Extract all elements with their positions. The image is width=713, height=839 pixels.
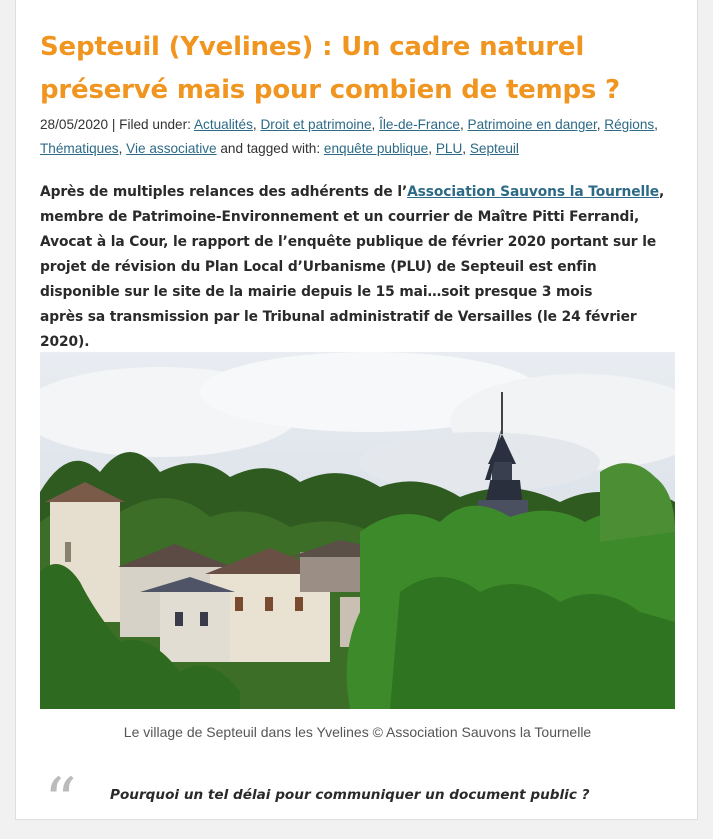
- category-link-regions[interactable]: Régions: [604, 117, 655, 132]
- category-link-actualites[interactable]: Actualités: [193, 117, 253, 132]
- village-photo: [40, 352, 675, 709]
- article-title: Septeuil (Yvelines) : Un cadre naturel préservé mais pour combien de temps ?: [40, 32, 620, 105]
- tag-link-septeuil[interactable]: Septeuil: [469, 141, 519, 156]
- quote-mark-icon: “: [44, 765, 77, 839]
- article-card: [15, 0, 698, 839]
- tagged-label: and tagged with:: [220, 141, 321, 156]
- category-link-droit-patrimoine[interactable]: Droit et patrimoine: [260, 117, 372, 132]
- blockquote-text: Pourquoi un tel délai pour communiquer un document public ?: [110, 787, 590, 803]
- filed-under-label: Filed under:: [119, 117, 191, 132]
- article-meta: 28/05/2020 | Filed under: Actualités, Droit et patrimoine, Île-de-France, Patrimoine en danger, Régions, Thématiques, Vie associative and tagged with: enquête publique, PLU, Septeuil: [40, 117, 658, 156]
- category-link-ile-de-france[interactable]: Île-de-France: [379, 117, 460, 132]
- tag-link-plu[interactable]: PLU: [435, 141, 463, 156]
- category-link-thematiques[interactable]: Thématiques: [40, 141, 119, 156]
- post-date: 28/05/2020: [40, 117, 109, 132]
- lead-paragraph: Après de multiples relances des adhérents de l’Association Sauvons la Tournelle, membre de Patrimoine-Environnement et un courrier de Maître Pitti Ferrandi, Avocat à la Cour, le rapport de l’enquête publique de février 2020 portant sur le projet de révision du Plan Local d’Urbanisme (PLU) de Septeuil est enfin disponible sur le site de la mairie depuis le 15 mai…soit presque 3 mois après sa transmission par le Tribunal administratif de Versailles (le 24 février 2020).: [40, 184, 665, 350]
- association-link[interactable]: Association Sauvons la Tournelle: [407, 184, 660, 200]
- tag-link-enquete-publique[interactable]: enquête publique: [323, 141, 429, 156]
- photo-caption: Le village de Septeuil dans les Yvelines © Association Sauvons la Tournelle: [123, 724, 592, 740]
- category-link-patrimoine-danger[interactable]: Patrimoine en danger: [467, 117, 597, 132]
- category-link-vie-associative[interactable]: Vie associative: [126, 141, 217, 156]
